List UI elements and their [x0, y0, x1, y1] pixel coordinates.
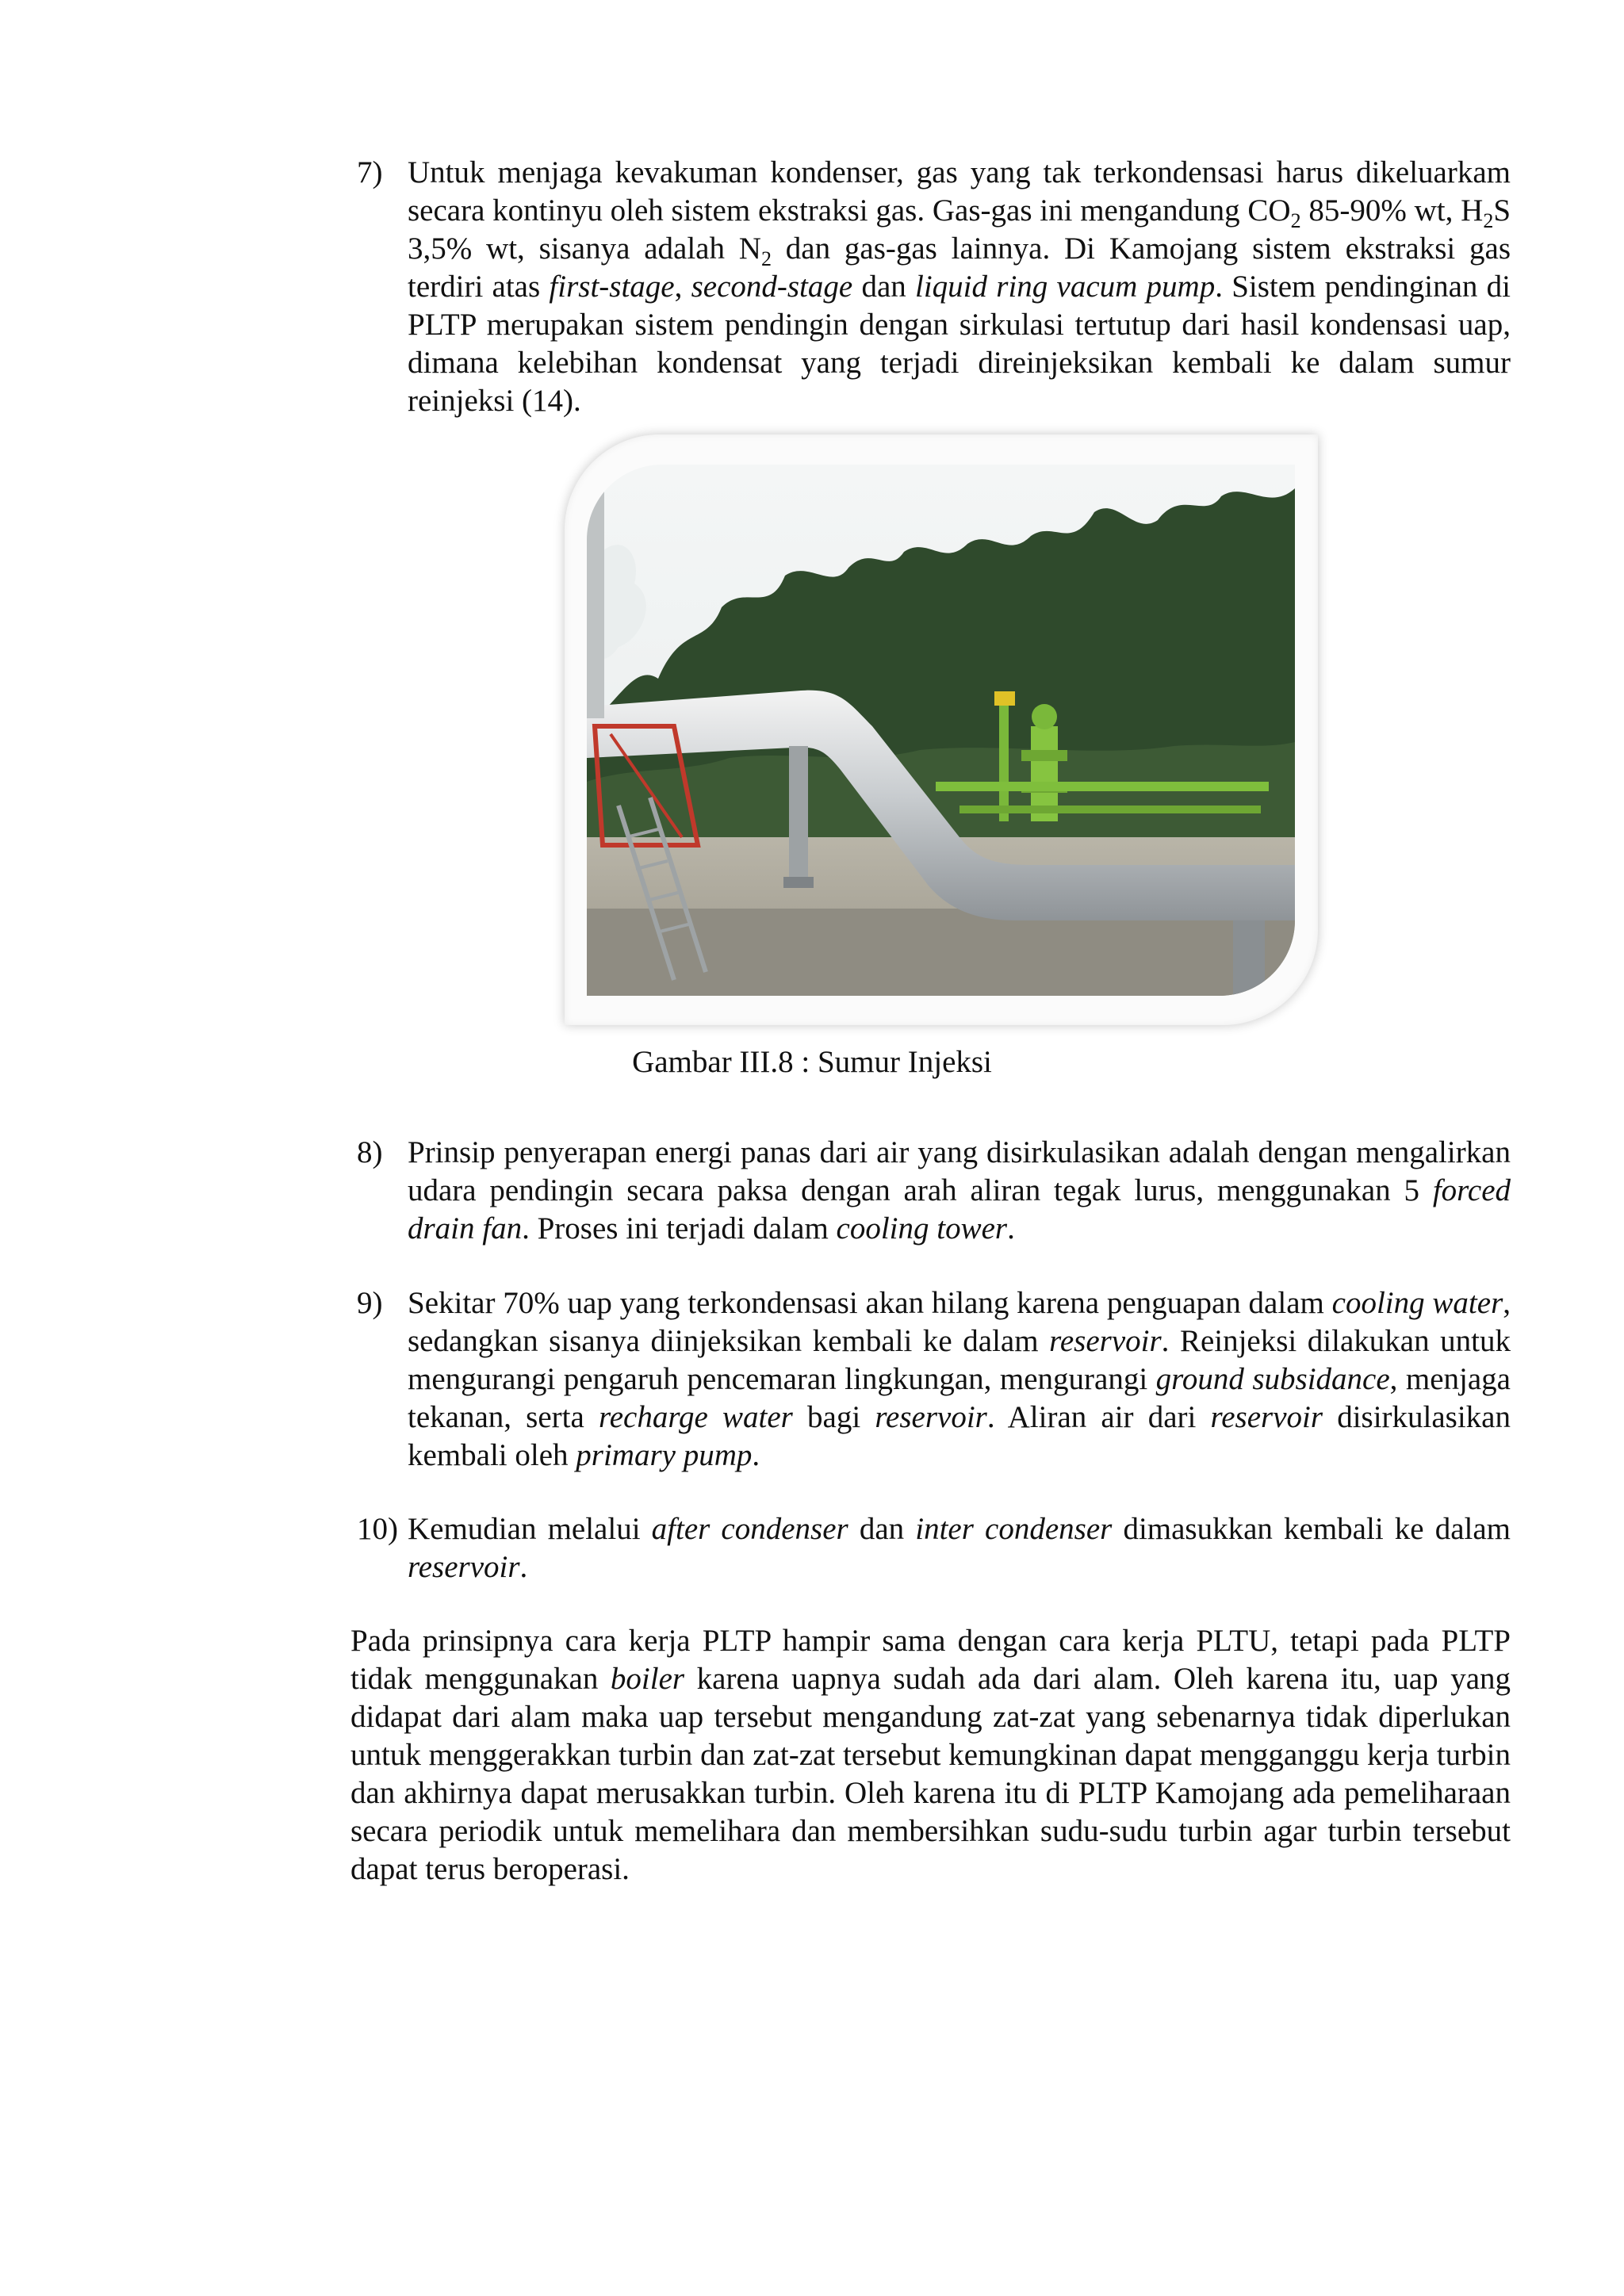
list-item-text: Kemudian melalui after condenser dan inter condenser dimasukkan kembali ke dalam reservoir.: [408, 1512, 1511, 1584]
list-item-number: 7): [357, 155, 383, 189]
list-item-number: 9): [357, 1286, 383, 1320]
list-item-8: [357, 1134, 1511, 1248]
list-item-text: Sekitar 70% uap yang terkondensasi akan hilang karena penguapan dalam cooling water, sedangkan sisanya diinjeksikan kembali ke dalam reservoir. Reinjeksi dilakukan untuk mengurangi pengaruh pencemaran lingkungan, mengurangi ground subsidance, menjaga tekanan, serta recharge water bagi reservoir. Aliran air dari reservoir disirkulasikan kembali oleh primary pump.: [408, 1286, 1511, 1472]
closing-paragraph: Pada prinsipnya cara kerja PLTP hampir sama dengan cara kerja PLTU, tetapi pada PLTP tidak menggunakan boiler karena uapnya sudah ada dari alam. Oleh karena itu, uap yang didapat dari alam maka uap tersebut mengandung zat-zat yang sebenarnya tidak diperlukan untuk menggerakkan turbin dan zat-zat tersebut kemungkinan dapat mengganggu kerja turbin dan akhirnya dapat merusakkan turbin. Oleh karena itu di PLTP Kamojang ada pemeliharaan secara periodik untuk memelihara dan membersihkan sudu-sudu turbin agar turbin tersebut dapat terus beroperasi.: [350, 1624, 1511, 1886]
list-item-text: Prinsip penyerapan energi panas dari air yang disirkulasikan adalah dengan mengalirkan udara pendingin secara paksa dengan arah aliran tegak lurus, menggunakan 5 forced drain fan. Proses ini terjadi dalam cooling tower.: [408, 1135, 1511, 1246]
injection-well-photo: [587, 465, 1295, 996]
list-item-9: [357, 1284, 1511, 1475]
list-item-number: 8): [357, 1135, 383, 1169]
list-item-10: [357, 1510, 1511, 1586]
figure-sumur-injeksi: [565, 434, 1318, 1025]
list-item-text: Untuk menjaga kevakuman kondenser, gas yang tak terkondensasi harus dikeluarkam secara kontinyu oleh sistem ekstraksi gas. Gas-gas ini mengandung $CO_2$ 85-90% wt, $H_2S$ 3,5% wt, sisanya adalah $N_2$ dan gas-gas lainnya. Di Kamojang sistem ekstraksi gas terdiri atas first-stage, second-stage dan liquid ring vacum pump. Sistem pendinginan di PLTP merupakan sistem pendingin dengan sirkulasi tertutup dari hasil kondensasi uap, dimana kelebihan kondensat yang terjadi direinjeksikan kembali ke dalam sumur reinjeksi (14).: [408, 155, 1511, 418]
list-item-number: 10): [357, 1512, 398, 1546]
figure-caption: Gambar III.8 : Sumur Injeksi: [632, 1045, 992, 1079]
figure-caption-wrap: [0, 1043, 1624, 1081]
list-item-7: [357, 154, 1511, 420]
